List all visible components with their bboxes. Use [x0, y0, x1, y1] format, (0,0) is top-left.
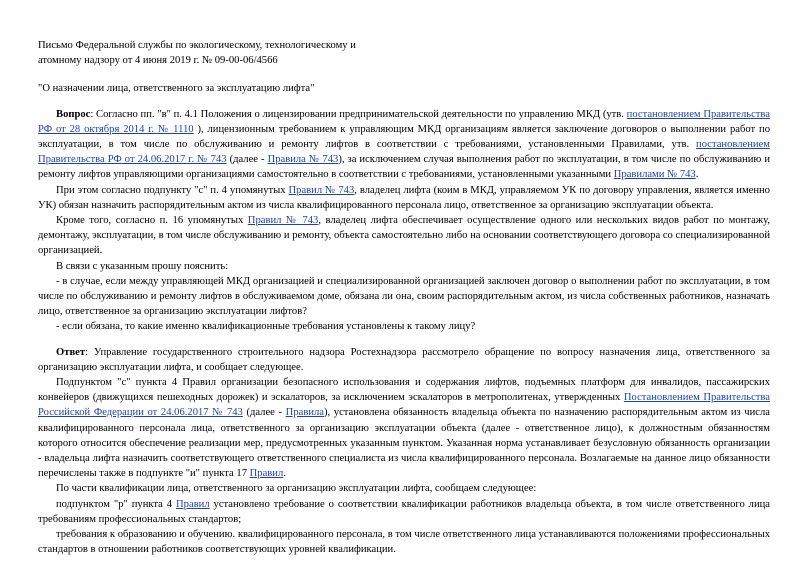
question-paragraph-1: Вопрос: Согласно пп. "в" п. 4.1 Положения о лицензировании предпринимательской деятельности по управлению МКД (утв. постановлением Правительства РФ от 28 октября 2014 г. № 1110 ), лицензионным требованием к управляющим МКД организациям является заключение договоров о выполнении работ по эксплуатации, в том числе по обслуживанию и ремонту лифтов в соответствии с требованиями, установленными Правилами, утв. постановлением Правительства РФ от 24.06.2017 г. № 743 (далее - Правила № 743), за исключением случая выполнения работ по эксплуатации, в том числе по обслуживанию и ремонту лифтов управляющими организациями самостоятельно в соответствии с требованиями, установленными указанными Правилами № 743.	[38, 108, 770, 181]
question-paragraph-5: - в случае, если между управляющей МКД организацией и специализированной организацией заключен договор о выполнении работ по эксплуатации, в том числе по обслуживанию и ремонту лифтов в обслуживаемом доме, обязана ли она, своим распорядительным актом, из числа собственных работников, назначать лицо, ответственное за организацию эксплуатации лифтов?	[38, 275, 770, 318]
link-rules[interactable]: Правила	[285, 407, 324, 419]
link-rules-743[interactable]: Правила № 743	[267, 154, 339, 166]
link-rules-b[interactable]: Правил	[249, 468, 284, 480]
answer-paragraph-5: требования к образованию и обучению. квалифицированного персонала, в том числе ответственного лица устанавливаются положениями профессиональных стандартов в отношении работников соответствующих уровней квалификации.	[38, 529, 770, 556]
title-line-2: атомному надзору от 4 июня 2019 г. № 09-00-06/4566	[38, 55, 278, 67]
link-rules-743-d[interactable]: Правил № 743	[247, 215, 319, 227]
answer-paragraph-4: подпунктом "р" пункта 4 Правил установлено требование о соответствии квалификации работников владельца объекта, в том числе ответственного лица требованиям профессиональных стандартов;	[38, 498, 770, 525]
link-decree-743[interactable]: постановлением Правительства РФ от 24.06.2017 г. № 743	[38, 139, 770, 166]
link-decree-743-rf[interactable]: Постановлением Правительства Российской Федерации от 24.06.2017 № 743	[38, 392, 770, 419]
link-rules-743-c[interactable]: Правил № 743	[288, 184, 355, 196]
link-rules-743-b[interactable]: Правилами № 743	[613, 169, 696, 181]
answer-paragraph-2: Подпунктом "с" пункта 4 Правил организации безопасного использования и содержания лифтов, подъемных платформ для инвалидов, пассажирских конвейеров (движущихся пешеходных дорожек) и эскалаторов, за исключением эскалаторов в метрополитенах, утвержденных Постановлением Правительства Российской Федерации от 24.06.2017 № 743 (далее - Правила), установлена обязанность владельца объекта по назначению распорядительным актом из числа квалифицированного персонала лица, ответственного за организацию эксплуатации объекта (далее - ответственное лицо), к должностным обязанностям которого относится обеспечение реализации мер, предусмотренных указанным пунктом. Указанная норма устанавливает безусловную обязанность организации - владельца лифта назначить соответствующего ответственного специалиста из числа квалифицированного персонала. Возлагаемые на данное лицо обязанности перечислены также в подпункте "и" пункта 17 Правил.	[38, 377, 770, 480]
answer-paragraph-1: Ответ: Управление государственного строительного надзора Ростехнадзора рассмотрело обращение по вопросу назначения лица, ответственного за организацию эксплуатации лифта, и сообщает следующее.	[38, 346, 770, 373]
question-paragraph-3: Кроме того, согласно п. 16 упомянутых Правил № 743, владелец лифта обеспечивает осуществление одного или нескольких видов работ по монтажу, демонтажу, эксплуатации, в том числе обслуживанию и ремонту, объекта самостоятельно либо на основании соответствующего договора со специализированной организацией.	[38, 215, 771, 257]
document-subject: "О назначении лица, ответственного за эксплуатацию лифта"	[38, 83, 315, 95]
question-paragraph-4: В связи с указанным прошу пояснить:	[56, 260, 229, 272]
answer-paragraph-3: По части квалификации лица, ответственного за организацию эксплуатации лифта, сообщаем следующее:	[56, 483, 537, 495]
link-decree-1110[interactable]: постановлением Правительства РФ от 28 октября 2014 г. № 1110	[38, 108, 770, 135]
link-rules-c[interactable]: Правил	[176, 498, 210, 510]
document-body	[38, 38, 770, 558]
question-paragraph-6: - если обязана, то какие именно квалификационные требования установлены к такому лицу?	[56, 321, 476, 333]
question-paragraph-2: При этом согласно подпункту "с" п. 4 упомянутых Правил № 743, владелец лифта (коим в МКД, управляемом УК по договору управления, является именно УК) обязан назначить распорядительным актом из числа квалифицированного персонала лицо, ответственное за организацию эксплуатации объекта.	[38, 184, 770, 211]
title-line-1: Письмо Федеральной службы по экологическому, технологическому и	[38, 40, 356, 51]
document-title	[38, 38, 770, 68]
answer-label: Ответ	[56, 346, 86, 358]
question-label: Вопрос	[56, 108, 91, 120]
section-gap	[38, 335, 770, 345]
